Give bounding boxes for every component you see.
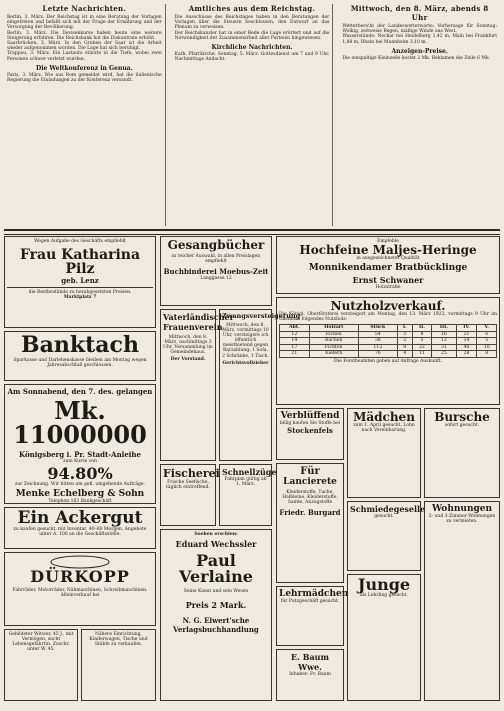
ad-text: zum Kurse von [63,459,97,464]
ad-verblueffend [276,408,344,460]
news-paragraph: Wasserstände: Neckar bei Heidelberg 1,42 m, Main bei Frankfurt 1,88 m, Rhein bei Mannheim 3,10 m. [342,34,498,45]
ad-title: Frau Katharina Pilz [19,247,141,278]
news-column [339,4,500,226]
ad-schmiedegeselle [347,501,426,571]
ad-contact: Telephon 163 Bankgeschäft [48,499,112,505]
news-paragraph: Die einspaltige Kleinzeile kostet 2 Mk. Reklamen die Zeile 6 Mk. [342,55,491,61]
news-paragraph: Berlin, 3. März. Die Devisenkurse haben heute eine weitere Steigerung erfahren. Die Reichsbank hat die Diskontrate erhöht. [7,30,162,41]
table-cell: 21 [456,331,477,338]
table-cell: 8 [412,331,432,338]
column-heading: Amtliches aus dem Reichstag. [188,4,316,13]
ad-banktach [4,331,156,381]
ad-title: Für [300,466,320,477]
table-cell: 5 [477,338,497,345]
ad-schnellzuege [219,464,277,526]
ad-text: billig kaufen Sie Stoffe bei [279,421,341,426]
news-column [172,4,334,226]
ad-title: Nutzholzverkauf. [330,299,446,313]
ad-title: Schnellzüge [222,467,277,477]
ad-note: Die Forstbeamten geben auf Anfrage Auskunft. [334,358,442,364]
ad-maedchen [347,408,421,498]
ad-text: in reicher Auswahl, in allen Preislagen empfiehlt [171,254,261,265]
ad-title: Vaterländischer Frauenverein [163,312,234,332]
ad-text: zum 1. April gesucht. Lohn nach Vereinbarung. [353,423,415,434]
table-cell: 31 [432,344,456,351]
news-paragraph: Paris, 3. März. Wie aus Rom gemeldet wird, hat die italienische Regierung die Einladungen zu der Konferenz versandt. [7,72,162,84]
ad-loan [4,384,156,504]
ad-text: Fahrräder, Motorräder, Nähmaschinen, Schreibmaschinen. Alleinverkauf bei [12,588,148,599]
ad-lehrmaedchen [276,586,349,646]
ad-price: Preis 2 Mark. [185,600,247,611]
table-cell: 76 [358,351,397,358]
table-cell: 12 [432,338,456,345]
ad-heringe [276,236,500,294]
table-body [280,331,497,357]
ad-text: Fahrplan gültig ab 1. März. [224,477,267,488]
table-cell: 3 [397,331,412,338]
column-heading: Mittwoch, den 8. März, abends 8 Uhr [350,4,489,22]
table-header-cell: IV. [456,325,477,332]
table-header-cell: II. [412,325,432,332]
ad-author: Eduard Wechssler [175,539,257,550]
ad-title: Hochfeine Maljes-Heringe [299,243,477,258]
table-cell: 8 [477,351,497,358]
table-cell: 25 [432,351,456,358]
table-cell: 9 [397,344,412,351]
ad-junge [347,574,421,701]
news-subheading: Die Weltkonferenz in Genua. [36,64,133,72]
ad-text: als Lehrling gesucht. [359,593,409,598]
ad-title: Mädchen [353,410,415,424]
table-cell: Fichten [309,344,358,351]
ad-text: die Restbestände zu herabgesetzten Preisen. [28,290,132,296]
table-cell: 14 [280,338,310,345]
ad-gesangbuecher [160,236,272,306]
ad-amount: Mk. 11000000 [13,396,147,449]
ad-shop: Friedr. Burgard [279,508,341,518]
wood-table [279,324,497,358]
ad-title: Fischerei [163,467,220,480]
ad-text: Seine Kunst und sein Wesen [183,589,249,595]
table-cell: 10 [477,344,497,351]
news-subheading: Anzeigen-Preise. [391,47,448,55]
table-cell: 11 [412,351,432,358]
news-paragraph: Saarbrücken, 3. März. In den Gruben der Saar ist die Arbeit wieder aufgenommen worden. Die Lage hat sich beruhigt. [7,41,162,52]
ad-text: zur Zeichnung. Wir bitten um gefl. umgehende Aufträge. [14,482,145,488]
table-cell: 22 [412,344,432,351]
ad-product: Monnikendamer Bratbücklinge [308,263,468,274]
ad-title: E. Baum Wwe. [291,652,329,672]
ad-wohnungen [424,501,500,701]
ad-text: zu kaufen gesucht, mit Inventar, 40–60 Morgen. Angebote unter A. 100 an die Geschäftsstelle. [13,527,147,538]
section-divider [4,229,500,235]
ad-title: Ein Ackergut [17,508,143,528]
ad-ackergut [4,507,156,549]
news-paragraph: Kath. Pfarrkirche. Sonntag, 5. März. Gottesdienst um 7 und 9 Uhr. Nachmittags Andacht. [174,52,330,63]
ad-baum [276,649,344,701]
ad-text: Frische Seefische, täglich eintreffend. [166,480,210,491]
ad-text: 2- und 3-Zimmer-Wohnungen zu vermieten. [428,514,496,525]
table-header-cell: I. [397,325,412,332]
table-cell: 54 [358,331,397,338]
ad-text: in ausgezeichneter Qualität [356,256,420,262]
column-heading: Letzte Nachrichten. [42,4,127,13]
ad-intro: Am Sonnabend, den 7. des. gelangen [7,387,153,396]
news-paragraph: Berlin, 3. März. Der Reichstag ist in eine Beratung der Vorlagen eingetreten und befaßt sich mit der Frage der Ernährung und der Versorgung der Bevölkerung. [7,15,162,31]
ad-pilz [4,236,156,328]
table-cell: 28 [456,351,477,358]
ad-title: Junge [357,575,411,594]
ad-lead: Soeben erschien: [194,532,238,537]
ad-signature: Der Vorstand. [170,357,206,363]
ad-bank-name: Menke Echelberg & Sohn [15,489,145,500]
table-cell: 40 [456,344,477,351]
ad-publisher: N. G. Elwert'sche Verlagsbuchhandlung [173,616,259,635]
table-cell: Buchen [309,338,358,345]
ad-bursche [424,408,500,498]
table-cell: 12 [280,331,310,338]
ad-text: Kleiderstoffe, Tuche, Halbleine, Kleiderstoffe, Samte, Anzugstoffe [282,490,338,506]
table-cell: 2 [397,338,412,345]
table-cell: 21 [280,351,310,358]
ad-address: Langgasse 12 [200,276,232,282]
ad-frauenverein [160,309,234,461]
ad-title: Paul Verlaine [179,551,253,587]
ad-brand: DÜRKOPP [30,567,130,586]
ad-subtitle: Lancierete [283,477,337,487]
ad-text: Gebildeter Witwer, 45 J., mit Vermögen, sucht Lebensgefährtin. Zuschr. unter W. 45. [8,632,74,653]
ad-subtitle: geb. Lenz [61,276,99,286]
ad-intro: Empfehle [377,239,399,244]
table-cell: 6 [477,331,497,338]
table-cell: 17 [280,344,310,351]
ad-fischerei [160,464,220,526]
ad-address: Marktplatz 7 [63,295,97,301]
ad-title: Bursche [434,410,490,424]
ad-stoffe [276,463,344,583]
table-header-cell: V. [477,325,497,332]
table-cell: 112 [358,344,397,351]
table-cell: 38 [358,338,397,345]
table-row [280,351,497,358]
ad-signature: Gerichtsvollzieher [222,360,269,366]
ad-text: Inhaber: Fr. Baum [289,672,331,677]
ad-title: Gesangbücher [167,238,265,252]
ad-title: Wohnungen [431,504,493,514]
ad-title: Banktach [21,332,139,358]
ad-shop: Ernst Schwaner [352,275,424,286]
ad-witwer [4,629,78,701]
ad-text: Die Königl. Oberförsterei versteigert am Montag, den 13. März 1922, vormittags 9 Uhr im Gasthaus folgendes Nutzholz: [279,312,497,323]
ad-text: Nähere Einrichtung, Kinderwagen, Tische und Stühle zu verkaufen. [89,632,148,648]
table-header-cell: Stück [358,325,397,332]
news-column [4,4,166,226]
news-paragraph: Wetterbericht der Landeswetterwarte: Vorhersage für Sonntag: Wolkig, zeitweise Regen, mäßige Winde aus West. [342,24,498,35]
table-cell: 4 [397,351,412,358]
ad-text: Mittwoch, den 8. März, vormittags 10 Uhr, versteigere ich öffentlich meistbietend gegen Barzahlung: 1 Sofa, 2 Schränke, 1 Tisch. [222,323,269,359]
table-cell: 5 [412,338,432,345]
table-header-cell: Holzart [309,325,358,332]
ad-shop: Buchbinderei Moebus-Zeit [163,267,269,277]
table-header-cell: III. [432,325,456,332]
table-cell: 14 [456,338,477,345]
news-paragraph: Trappau, 3. März. Ein Lastauto stürzte in die Tiefe, wobei zwei Personen schwer verletzt wurden. [7,51,162,62]
news-paragraph: Der Reichskanzler hat in einer Rede die Lage erörtert und auf die Notwendigkeit der Zusammenarbeit aller Parteien hingewiesen. [174,30,330,41]
news-section [4,4,500,226]
ad-text: sofort gesucht. [444,423,480,428]
ad-subtitle: Königsberg i. Pr. Stadt-Anleihe [19,450,141,459]
ad-text: Sparkasse und Darlehenskasse bleiben am Montag wegen Jahresabschluß geschlossen. [13,358,147,369]
table-header-cell: Abt. [280,325,310,332]
ad-verlaine [160,529,272,701]
news-subheading: Kirchliche Nachrichten. [211,44,293,52]
ad-duerkopp [4,552,156,626]
ad-text: Mittwoch, den 8. März, nachmittags 3 Uhr, Versammlung im Gemeindehaus. [163,335,213,356]
news-paragraph: Die Ausschüsse des Reichstages haben in den Beratungen der Vorlagen über die Steuern beschlossen, den Entwurf an das Plenum zu verweisen. [174,15,330,31]
ad-furniture [81,629,156,701]
ad-intro: Wegen Aufgabe des Geschäfts empfiehlt [34,239,126,244]
ad-title: Zwangsversteigerung [222,312,301,320]
table-cell: 16 [432,331,456,338]
table-cell: Kiefern [309,351,358,358]
ad-address: Holzstraße [375,285,401,291]
ad-rate: 94.80% [47,464,113,484]
advertisement-section [4,236,500,706]
ad-title: Verblüffend [280,411,340,421]
table-cell: Eichen [309,331,358,338]
ad-shop: Stockenfels [287,426,333,436]
ad-text: für Putzgeschäft gesucht. [280,599,340,604]
ad-nutzholz [276,297,500,405]
ad-text: gesucht. [374,514,394,519]
ad-title: Schmiedegeselle [350,504,426,514]
ad-title: Lehrmädchen [279,589,349,599]
